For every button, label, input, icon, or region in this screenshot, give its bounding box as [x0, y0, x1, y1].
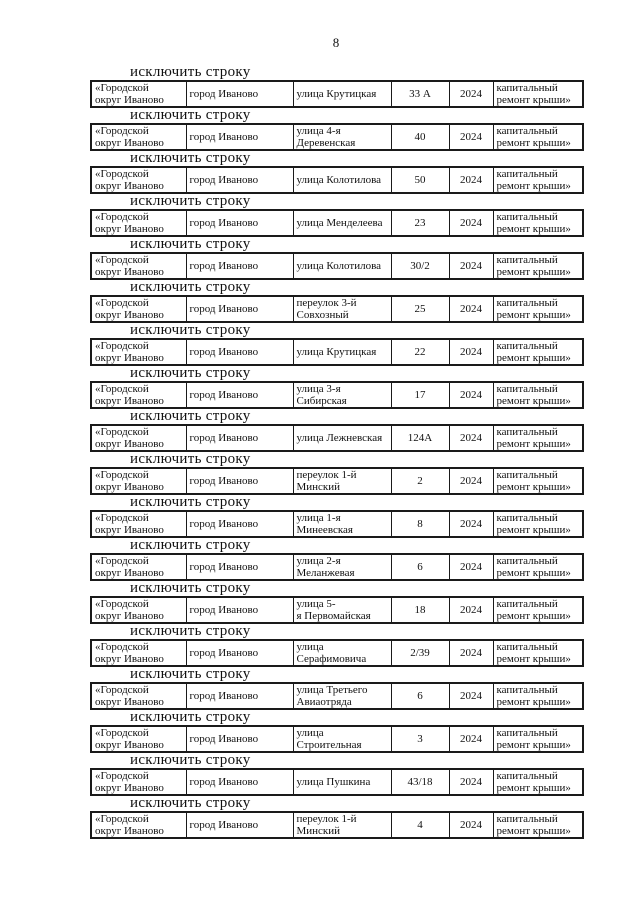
cell-municipality: «Городской округ Иваново: [91, 210, 186, 236]
cell-work-type: капитальный ремонт крыши»: [493, 425, 583, 451]
cell-municipality: «Городской округ Иваново: [91, 339, 186, 365]
cell-street: переулок 3-й Совхозный: [293, 296, 391, 322]
cell-house-number: 22: [391, 339, 449, 365]
exclude-block: [90, 194, 582, 237]
cell-year: 2024: [449, 210, 493, 236]
cell-street: переулок 1-й Минский: [293, 812, 391, 838]
cell-house-number: 2: [391, 468, 449, 494]
program-row-table: [90, 80, 584, 108]
cell-year: 2024: [449, 425, 493, 451]
cell-work-type: капитальный ремонт крыши»: [493, 468, 583, 494]
cell-year: 2024: [449, 339, 493, 365]
cell-work-type: капитальный ремонт крыши»: [493, 167, 583, 193]
exclude-row-heading: исключить строку: [130, 150, 251, 166]
exclude-row-heading: исключить строку: [130, 365, 251, 381]
program-row-table: [90, 811, 584, 839]
cell-year: 2024: [449, 597, 493, 623]
exclude-row-heading: исключить строку: [130, 64, 251, 80]
program-row-table: [90, 381, 584, 409]
cell-city: город Иваново: [186, 210, 293, 236]
cell-house-number: 6: [391, 683, 449, 709]
table-row: [91, 683, 583, 709]
cell-street: улица Колотилова: [293, 167, 391, 193]
exclude-row-heading: исключить строку: [130, 408, 251, 424]
cell-house-number: 2/39: [391, 640, 449, 666]
cell-street: улица Пушкина: [293, 769, 391, 795]
table-row: [91, 812, 583, 838]
cell-city: город Иваново: [186, 425, 293, 451]
cell-street: улица 3-я Сибирская: [293, 382, 391, 408]
cell-year: 2024: [449, 253, 493, 279]
cell-year: 2024: [449, 683, 493, 709]
program-row-table: [90, 295, 584, 323]
cell-municipality: «Городской округ Иваново: [91, 382, 186, 408]
cell-municipality: «Городской округ Иваново: [91, 769, 186, 795]
cell-city: город Иваново: [186, 253, 293, 279]
cell-city: город Иваново: [186, 468, 293, 494]
cell-work-type: капитальный ремонт крыши»: [493, 769, 583, 795]
cell-city: город Иваново: [186, 339, 293, 365]
cell-year: 2024: [449, 812, 493, 838]
table-row: [91, 253, 583, 279]
exclude-row-heading: исключить строку: [130, 752, 251, 768]
cell-municipality: «Городской округ Иваново: [91, 554, 186, 580]
cell-house-number: 30/2: [391, 253, 449, 279]
cell-city: город Иваново: [186, 81, 293, 107]
cell-municipality: «Городской округ Иваново: [91, 81, 186, 107]
exclude-row-heading: исключить строку: [130, 107, 251, 123]
cell-house-number: 3: [391, 726, 449, 752]
program-row-table: [90, 639, 584, 667]
cell-street: улица 4-я Деревенская: [293, 124, 391, 150]
cell-city: город Иваново: [186, 296, 293, 322]
table-row: [91, 597, 583, 623]
page-number: 8: [332, 35, 340, 50]
exclude-block: [90, 65, 582, 108]
cell-work-type: капитальный ремонт крыши»: [493, 296, 583, 322]
cell-street: улица Крутицкая: [293, 339, 391, 365]
cell-year: 2024: [449, 124, 493, 150]
cell-house-number: 124А: [391, 425, 449, 451]
cell-house-number: 18: [391, 597, 449, 623]
cell-year: 2024: [449, 81, 493, 107]
cell-work-type: капитальный ремонт крыши»: [493, 597, 583, 623]
cell-house-number: 43/18: [391, 769, 449, 795]
program-row-table: [90, 768, 584, 796]
program-row-table: [90, 553, 584, 581]
exclude-block: [90, 237, 582, 280]
cell-street: улица Крутицкая: [293, 81, 391, 107]
cell-work-type: капитальный ремонт крыши»: [493, 726, 583, 752]
exclude-block: [90, 538, 582, 581]
table-row: [91, 468, 583, 494]
blocks-container: [90, 65, 582, 839]
exclude-row-heading: исключить строку: [130, 666, 251, 682]
cell-municipality: «Городской округ Иваново: [91, 726, 186, 752]
program-row-table: [90, 209, 584, 237]
table-row: [91, 425, 583, 451]
cell-city: город Иваново: [186, 640, 293, 666]
cell-work-type: капитальный ремонт крыши»: [493, 81, 583, 107]
cell-municipality: «Городской округ Иваново: [91, 124, 186, 150]
exclude-row-heading: исключить строку: [130, 236, 251, 252]
cell-house-number: 40: [391, 124, 449, 150]
cell-city: город Иваново: [186, 382, 293, 408]
exclude-row-heading: исключить строку: [130, 580, 251, 596]
cell-house-number: 17: [391, 382, 449, 408]
cell-house-number: 8: [391, 511, 449, 537]
cell-street: улица Строительная: [293, 726, 391, 752]
table-row: [91, 554, 583, 580]
table-row: [91, 339, 583, 365]
cell-house-number: 50: [391, 167, 449, 193]
cell-municipality: «Городской округ Иваново: [91, 253, 186, 279]
cell-city: город Иваново: [186, 812, 293, 838]
table-row: [91, 124, 583, 150]
cell-city: город Иваново: [186, 769, 293, 795]
cell-municipality: «Городской округ Иваново: [91, 597, 186, 623]
cell-municipality: «Городской округ Иваново: [91, 167, 186, 193]
cell-work-type: капитальный ремонт крыши»: [493, 210, 583, 236]
cell-year: 2024: [449, 769, 493, 795]
cell-work-type: капитальный ремонт крыши»: [493, 812, 583, 838]
cell-municipality: «Городской округ Иваново: [91, 468, 186, 494]
cell-work-type: капитальный ремонт крыши»: [493, 554, 583, 580]
exclude-row-heading: исключить строку: [130, 623, 251, 639]
cell-city: город Иваново: [186, 683, 293, 709]
table-row: [91, 167, 583, 193]
exclude-block: [90, 151, 582, 194]
exclude-block: [90, 409, 582, 452]
program-row-table: [90, 596, 584, 624]
exclude-row-heading: исключить строку: [130, 537, 251, 553]
cell-street: улица Лежневская: [293, 425, 391, 451]
table-row: [91, 769, 583, 795]
cell-work-type: капитальный ремонт крыши»: [493, 253, 583, 279]
cell-work-type: капитальный ремонт крыши»: [493, 683, 583, 709]
cell-work-type: капитальный ремонт крыши»: [493, 124, 583, 150]
cell-work-type: капитальный ремонт крыши»: [493, 511, 583, 537]
cell-street: улица Серафимовича: [293, 640, 391, 666]
table-row: [91, 640, 583, 666]
cell-municipality: «Городской округ Иваново: [91, 425, 186, 451]
exclude-block: [90, 581, 582, 624]
exclude-block: [90, 323, 582, 366]
cell-city: город Иваново: [186, 726, 293, 752]
exclude-block: [90, 280, 582, 323]
cell-year: 2024: [449, 296, 493, 322]
program-row-table: [90, 682, 584, 710]
cell-year: 2024: [449, 382, 493, 408]
cell-year: 2024: [449, 726, 493, 752]
exclude-block: [90, 667, 582, 710]
exclude-row-heading: исключить строку: [130, 322, 251, 338]
cell-municipality: «Городской округ Иваново: [91, 511, 186, 537]
table-row: [91, 296, 583, 322]
program-row-table: [90, 467, 584, 495]
cell-street: улица 1-я Минеевская: [293, 511, 391, 537]
cell-house-number: 6: [391, 554, 449, 580]
exclude-block: [90, 366, 582, 409]
cell-city: город Иваново: [186, 554, 293, 580]
cell-year: 2024: [449, 511, 493, 537]
cell-street: улица Менделеева: [293, 210, 391, 236]
cell-year: 2024: [449, 554, 493, 580]
table-row: [91, 726, 583, 752]
cell-city: город Иваново: [186, 167, 293, 193]
exclude-block: [90, 452, 582, 495]
cell-house-number: 25: [391, 296, 449, 322]
exclude-block: [90, 108, 582, 151]
cell-year: 2024: [449, 167, 493, 193]
cell-city: город Иваново: [186, 124, 293, 150]
table-row: [91, 511, 583, 537]
program-row-table: [90, 252, 584, 280]
program-row-table: [90, 166, 584, 194]
cell-work-type: капитальный ремонт крыши»: [493, 640, 583, 666]
cell-year: 2024: [449, 640, 493, 666]
table-row: [91, 210, 583, 236]
cell-year: 2024: [449, 468, 493, 494]
exclude-block: [90, 796, 582, 839]
program-row-table: [90, 424, 584, 452]
exclude-row-heading: исключить строку: [130, 709, 251, 725]
cell-street: улица Третьего Авиаотряда: [293, 683, 391, 709]
cell-city: город Иваново: [186, 511, 293, 537]
program-row-table: [90, 725, 584, 753]
exclude-row-heading: исключить строку: [130, 193, 251, 209]
cell-street: переулок 1-й Минский: [293, 468, 391, 494]
exclude-block: [90, 624, 582, 667]
cell-street: улица Колотилова: [293, 253, 391, 279]
program-row-table: [90, 123, 584, 151]
cell-house-number: 33 А: [391, 81, 449, 107]
program-row-table: [90, 510, 584, 538]
cell-house-number: 23: [391, 210, 449, 236]
cell-work-type: капитальный ремонт крыши»: [493, 382, 583, 408]
exclude-block: [90, 753, 582, 796]
cell-municipality: «Городской округ Иваново: [91, 683, 186, 709]
exclude-row-heading: исключить строку: [130, 795, 251, 811]
cell-street: улица 2-я Меланжевая: [293, 554, 391, 580]
exclude-row-heading: исключить строку: [130, 494, 251, 510]
cell-house-number: 4: [391, 812, 449, 838]
exclude-row-heading: исключить строку: [130, 451, 251, 467]
cell-municipality: «Городской округ Иваново: [91, 812, 186, 838]
program-row-table: [90, 338, 584, 366]
exclude-block: [90, 495, 582, 538]
cell-work-type: капитальный ремонт крыши»: [493, 339, 583, 365]
table-row: [91, 382, 583, 408]
cell-street: улица 5-я Первомайская: [293, 597, 391, 623]
cell-municipality: «Городской округ Иваново: [91, 640, 186, 666]
table-row: [91, 81, 583, 107]
cell-city: город Иваново: [186, 597, 293, 623]
exclude-row-heading: исключить строку: [130, 279, 251, 295]
exclude-block: [90, 710, 582, 753]
cell-municipality: «Городской округ Иваново: [91, 296, 186, 322]
